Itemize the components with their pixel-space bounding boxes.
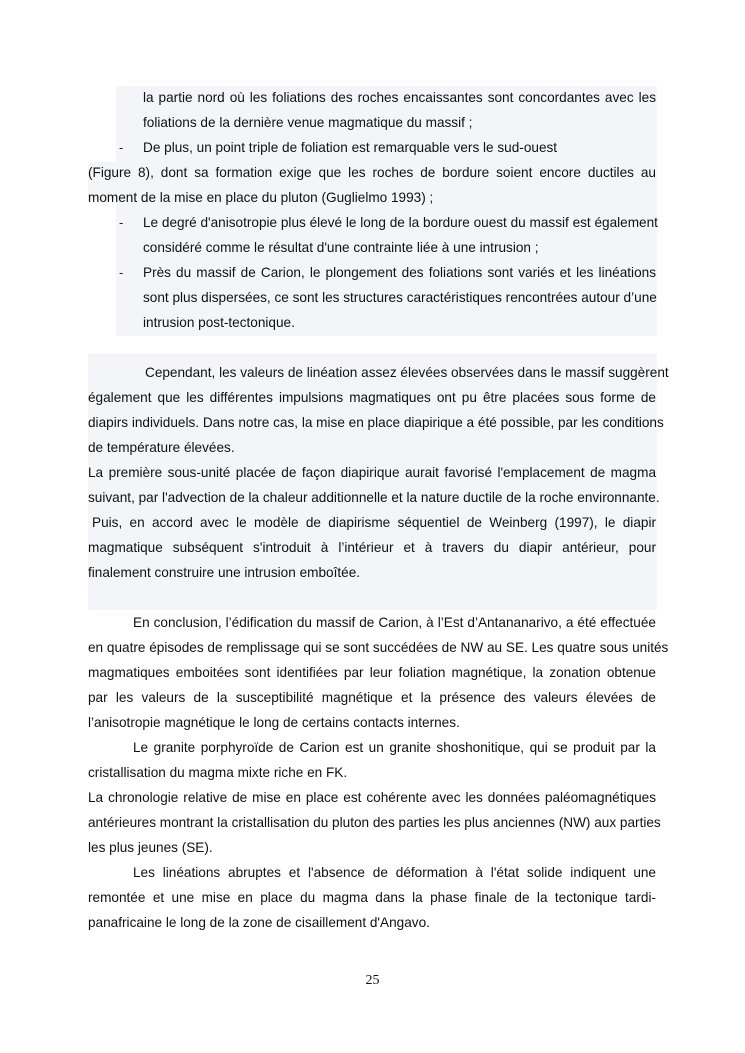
page-number: 25: [365, 973, 380, 988]
paragraph-line: par les valeurs de la susceptibilité magnétique et la présence des valeurs élevées de: [88, 690, 656, 705]
paragraph-line: diapirs individuels. Dans notre cas, la mise en place diapirique a été possible, par les conditions: [88, 415, 664, 430]
paragraph-line: La chronologie relative de mise en place est cohérente avec les données paléomagnétiques: [88, 790, 656, 805]
paragraph-line: cristallisation du magma mixte riche en FK.: [88, 765, 348, 780]
list-item-d-line: intrusion post-tectonique.: [143, 315, 295, 330]
paragraph-line: Puis, en accord avec le modèle de diapirisme séquentiel de Weinberg (1997), le diapir: [92, 515, 656, 530]
paragraph-line: en quatre épisodes de remplissage qui se sont succédées de NW au SE. Les quatre sous unités: [88, 640, 669, 655]
list-item-a-line: foliations de la dernière venue magmatique du massif ;: [143, 115, 473, 130]
paragraph-line: panafricaine le long de la zone de cisaillement d'Angavo.: [88, 915, 430, 930]
paragraph-line: En conclusion, l’édification du massif de Carion, à l’Est d’Antananarivo, a été effectuée: [133, 615, 656, 630]
paragraph-line: l’anisotropie magnétique le long de certains contacts internes.: [88, 715, 460, 730]
list-item-c-line: considéré comme le résultat d'une contrainte liée à une intrusion ;: [143, 240, 539, 255]
list-item-b-line: De plus, un point triple de foliation est remarquable vers le sud-ouest: [143, 140, 558, 155]
paragraph-line: les plus jeunes (SE).: [88, 840, 213, 855]
paragraph-line: La première sous-unité placée de façon diapirique aurait favorisé l'emplacement de magma: [88, 465, 656, 480]
paragraph-line: également que les différentes impulsions magmatiques ont pu être placées sous forme de: [88, 390, 656, 405]
paragraph-line: suivant, par l'advection de la chaleur additionnelle et la nature ductile de la roche environnante.: [88, 490, 660, 505]
paragraph-line: magmatique subséquent s'introduit à l’intérieur et à travers du diapir antérieur, pour: [88, 540, 656, 555]
list-item-d-line: sont plus dispersées, ce sont les structures caractéristiques rencontrées autour d’une: [143, 290, 657, 305]
list-bullet: -: [119, 265, 124, 280]
list-bullet: -: [119, 215, 124, 230]
paragraph-line: Le granite porphyroïde de Carion est un granite shoshonitique, qui se produit par la: [133, 740, 656, 755]
list-item-a-line: la partie nord où les foliations des roches encaissantes sont concordantes avec les: [143, 90, 656, 105]
paragraph-line: remontée et une mise en place du magma dans la phase finale de la tectonique tardi-: [88, 890, 656, 905]
list-item-c-line: Le degré d'anisotropie plus élevé le long de la bordure ouest du massif est également: [143, 215, 658, 230]
list-bullet: -: [119, 140, 124, 155]
paragraph-line: antérieures montrant la cristallisation du pluton des parties les plus anciennes (NW) aux parties: [88, 815, 661, 830]
paragraph-line: magmatiques emboitées sont identifiées par leur foliation magnétique, la zonation obtenue: [88, 665, 656, 680]
paragraph-line: de température élevées.: [88, 440, 235, 455]
list-item-b-line: (Figure 8), dont sa formation exige que les roches de bordure soient encore ductiles au: [88, 165, 656, 180]
list-item-b-line: moment de la mise en place du pluton (Guglielmo 1993) ;: [88, 190, 434, 205]
list-item-d-line: Près du massif de Carion, le plongement des foliations sont variés et les linéations: [143, 265, 656, 280]
paragraph-line: Cependant, les valeurs de linéation assez élevées observées dans le massif suggèrent: [145, 365, 669, 380]
paragraph-line: Les linéations abruptes et l'absence de déformation à l'état solide indiquent une: [133, 865, 656, 880]
paragraph-line: finalement construire une intrusion emboîtée.: [88, 565, 361, 580]
